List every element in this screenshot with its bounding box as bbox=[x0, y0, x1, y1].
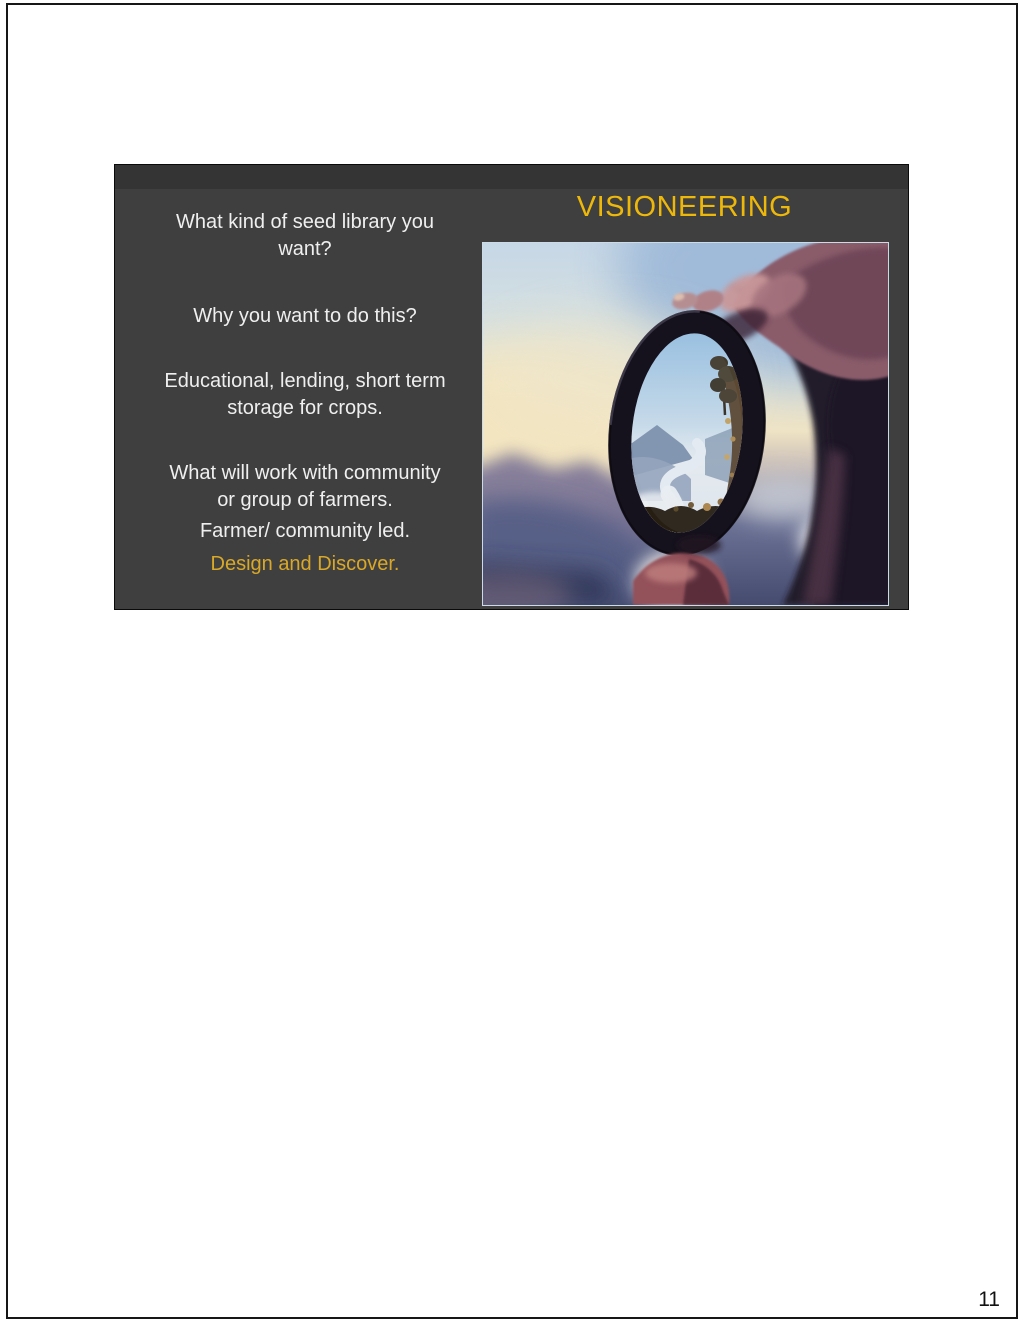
page-number: 11 bbox=[978, 1288, 1000, 1311]
bullet-educational bbox=[137, 368, 473, 422]
bullet-line: or group of farmers. bbox=[217, 489, 393, 511]
bullet-seed-library bbox=[137, 209, 473, 263]
bullet-line: Educational, lending, short term bbox=[164, 370, 446, 392]
bullet-line: storage for crops. bbox=[227, 397, 383, 419]
bullet-farmer-led bbox=[137, 518, 473, 545]
bullet-line: What kind of seed library you bbox=[176, 211, 434, 233]
slide-title: VISIONEERING bbox=[576, 191, 793, 223]
slide-bullet-column bbox=[137, 165, 473, 609]
bullet-line: Farmer/ community led. bbox=[199, 520, 411, 542]
lens-photo bbox=[482, 242, 889, 606]
bullet-line: Why you want to do this? bbox=[193, 305, 417, 327]
bullet-design-discover bbox=[137, 551, 473, 578]
bullet-why bbox=[137, 303, 473, 330]
bullet-line: Design and Discover. bbox=[210, 553, 400, 575]
bullet-line: What will work with community bbox=[169, 462, 441, 484]
hand-holding-lens-filter-illustration bbox=[483, 243, 888, 605]
bullet-line: want? bbox=[278, 238, 332, 260]
bullet-community bbox=[137, 460, 473, 514]
slide bbox=[114, 164, 909, 610]
